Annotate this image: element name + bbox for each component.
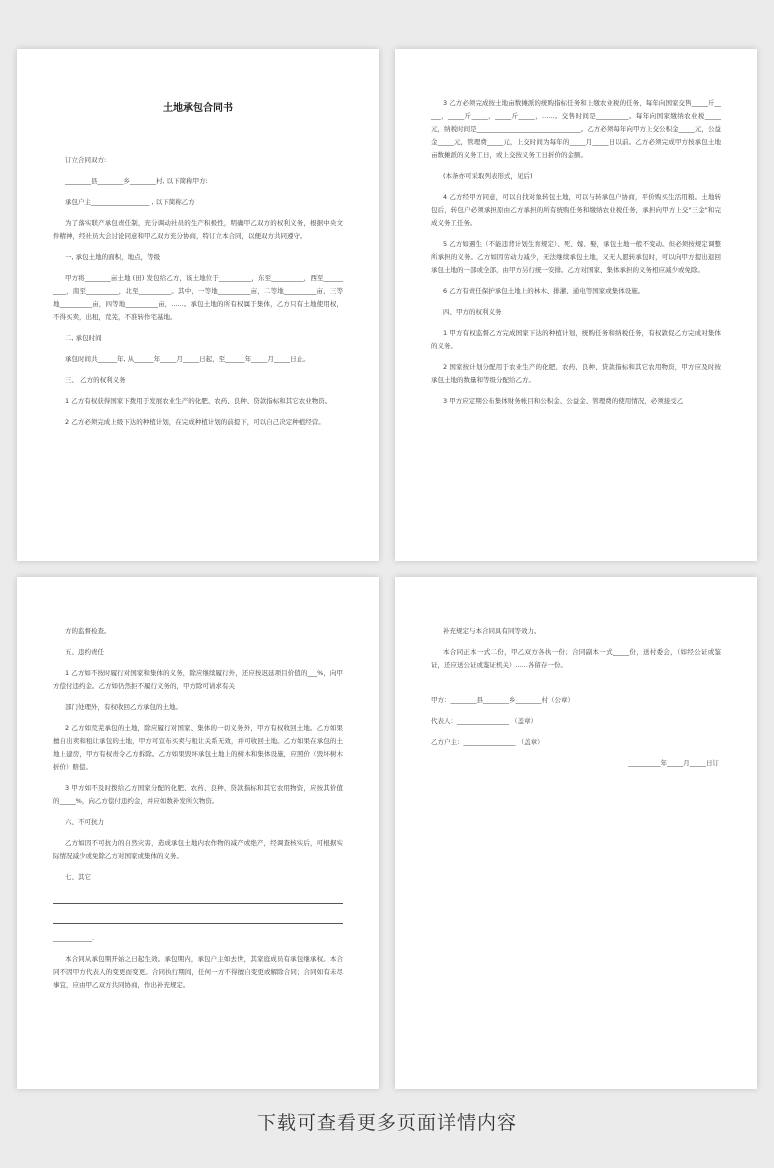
paragraph: 本合同从承包期开始之日起生效。承包期内，承包户主如去世，其家庭成员有承包继承权。本合同不因甲方代表人的变更而变更。合同执行期间，任何一方不得擅自变更或解除合同；合同如有未尽事宜，应由甲乙双方共同协商，作出补充规定。	[53, 955, 343, 989]
paragraph: 2 乙方如荒芜承包的土地，除应履行对国家、集体的一切义务外，甲方有权收回土地。乙方如果擅自出卖和租让承包的土地，甲方可宣布买卖与租让关系无效，并可收回土地。乙方如果在承包的土地上建房，甲方有权责令乙方拆除。乙方如果毁坏承包土地上的树木和集体设施，应照价（毁坏树木折价）赔偿。	[53, 724, 343, 771]
date-line: __________年_____月_____日订	[628, 759, 719, 767]
page-1-body	[53, 154, 343, 429]
paragraph: 乙方如因不可抗力的自然灾害，造成承包土地内农作物的减产或绝产，经调查核实后，可根据实际情况减少或免除乙方对国家或集体的义务。	[53, 839, 343, 860]
paragraph: 2 乙方必须完成上级下达的种植计划，在完成种植计划的前提下，可以自己决定种植经营。	[65, 418, 325, 426]
paragraph: 二, 承包时间	[65, 334, 102, 342]
paragraph: 六、不可抗力	[65, 818, 104, 826]
paragraph: 1 甲方有权监督乙方完成国家下达的种植计划，统购任务和纳税任务，有权敦促乙方完成对集体的义务。	[431, 329, 721, 350]
download-more-caption: 下载可查看更多页面详情内容	[256, 1112, 517, 1134]
page-3-body	[53, 625, 343, 884]
paragraph: 1 乙方有权获得国家下拨用于发展农业生产的化肥、农药、良种、贷款指标和其它农业物资。	[65, 397, 332, 405]
document-page-3	[17, 577, 379, 1089]
paragraph: 4 乙方经甲方同意，可以自找对象转包土地，可以与转承包户协商，平价购买生活用粮。土地转包后，转包户必须承担原由乙方承担的所有统购任务和缴纳农业税任务，承担向甲方上交"三金"和完成义务工任务。	[431, 193, 721, 227]
paragraph: 三、 乙方的权利义务	[65, 376, 126, 384]
paragraph: 为了落实联产承包责任制，充分调动社员的生产积极性，明确甲乙双方的权利义务，根据中央文件精神，经社员大会讨论同意和甲乙双方充分协商，特订立本合同，以便双方共同遵守。	[53, 219, 343, 240]
paragraph: 甲方：________县________乡________村（公章）	[431, 696, 574, 704]
paragraph: ________县________乡________村, 以下简称甲方:	[65, 177, 208, 185]
paragraph: 订立合同双方:	[65, 156, 107, 164]
paragraph: 3 乙方必须完成按土地亩数摊派的统购指标任务和上缴农业税的任务，每年向国家交售_____斤_____，_____斤_____，_____斤_____，......。交售时间是__________。每年向国家缴纳农业税_____元，纳税时间是________________________________。乙方必须每年向甲方上交公积金_____元，公益金_____元，管理费_____元，上交时间为每年的_____月_____日以前。乙方必须完成甲方按承包土地亩数摊派的义务工日，或上交按义务工日折价的金额。	[431, 99, 721, 159]
paragraph: 一, 承包土地的面积，地点，等级	[65, 253, 161, 261]
page-2-body	[431, 97, 721, 408]
document-title: 土地承包合同书	[163, 103, 233, 114]
paragraph: 6 乙方有责任保护承包土地上的林木、排灌、通电等国家或集体设施。	[443, 287, 645, 295]
blank-line-1	[53, 892, 343, 904]
paragraph: 2 国家按计划分配用于农业生产的化肥、农药、良种、贷款指标和其它农用物资，甲方应及时按承包土地的数量和等级分配给乙方。	[431, 363, 721, 384]
document-page-4	[395, 577, 757, 1089]
paragraph: 部门处理外，有权收回乙方承包的土地。	[65, 703, 182, 711]
blank-line-2	[53, 912, 343, 924]
paragraph: 承包户主__________________ , 以下简称乙方	[65, 198, 195, 206]
paragraph: 五、违约责任	[65, 648, 104, 656]
paragraph: 七、其它	[65, 873, 91, 881]
page-4-body	[431, 625, 721, 672]
blank-line-short: ____________.	[53, 934, 95, 942]
page-3-closing	[53, 953, 343, 992]
paragraph: 甲方将________亩土地 (田) 发包给乙方，该土地位于__________，东至__________，西至__________，南至__________，北至__________。其中，一等地__________亩，二等地__________亩，三等地__________亩，四等地__________亩，......。承包土地的所有权属于集体，乙方只有土地使用权，不得买卖，出租，荒芜，不准转作宅基地。	[53, 274, 343, 321]
document-page-1	[17, 49, 379, 561]
paragraph: 代表人：________________ （盖章）	[431, 717, 538, 725]
paragraph: 3 甲方应定期公布集体财务帐目和公积金、公益金、管理费的使用情况，必须接受乙	[443, 397, 684, 405]
paragraph: 乙方户主：________________ （盖章）	[431, 738, 544, 746]
paragraph: 补充规定与本合同具有同等效力。	[443, 627, 541, 635]
paragraph: 5 乙方如遇生（不能违背计划生育规定）、死、嫁、娶，承包土地一般不变动。但必须按规定调整所承担的义务。乙方如因劳动力减少，无法继续承包土地，又无人愿转承包时，可以向甲方提出退回承包土地的一部或全部，由甲方另行统一安排。乙方对国家、集体承担的义务相应减少或免除。	[431, 240, 721, 274]
paragraph: 四、甲方的权利义务	[443, 308, 502, 316]
signature-block	[431, 694, 721, 749]
paragraph: 方的监督检查。	[65, 627, 111, 635]
paragraph: (本条亦可采取列表形式，见后)	[443, 172, 533, 180]
paragraph: 1 乙方如不按时履行对国家和集体的义务，除应继续履行外，还应按迟延项目价值的___%，向甲方偿付违约金。乙方如仍然拒不履行义务的，甲方除可请求有关	[53, 669, 343, 690]
paragraph: 3 甲方如不及时拨给乙方国家分配的化肥、农药、良种、贷款指标和其它农用物资，应按其价值的_____%，向乙方偿付违约金，并应如数补发所欠物资。	[53, 784, 343, 805]
paragraph: 承包时间共______年, 从______年_____月_____日起，至______年_____月_____日止。	[65, 355, 310, 363]
paragraph: 本合同正本一式二份，甲乙双方各执一份；合同副本一式_____份，送村委会，（如经公证或鉴证，还应送公证或鉴证机关）......各留存一份。	[431, 648, 721, 669]
document-page-2	[395, 49, 757, 561]
